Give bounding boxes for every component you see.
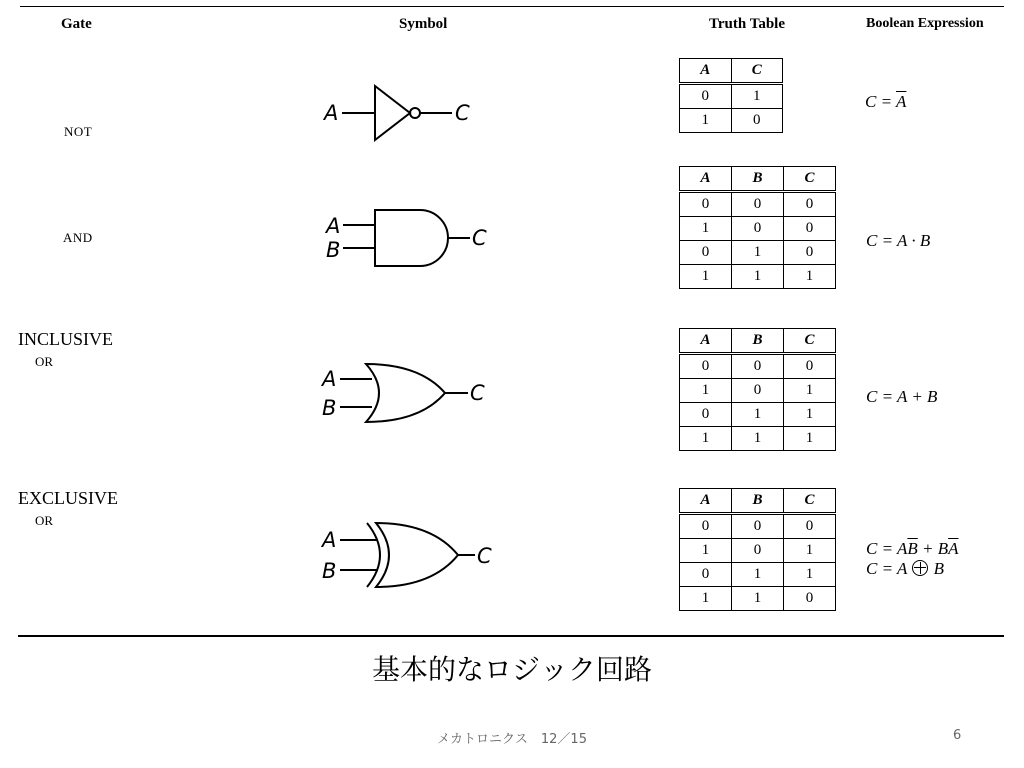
table-cell: 1 bbox=[680, 539, 732, 563]
header-symbol: Symbol bbox=[399, 16, 448, 32]
header-truth-table: Truth Table bbox=[709, 16, 786, 32]
table-header: C bbox=[731, 59, 783, 84]
and-input-label-a: A bbox=[326, 214, 341, 238]
table-header: C bbox=[784, 167, 836, 192]
table-cell: 0 bbox=[732, 192, 784, 217]
table-cell: 1 bbox=[732, 563, 784, 587]
table-cell: 1 bbox=[784, 427, 836, 451]
and-output-label-c: C bbox=[472, 226, 487, 250]
table-cell: 1 bbox=[784, 265, 836, 289]
bottom-rule bbox=[18, 635, 1004, 637]
table-cell: 1 bbox=[732, 241, 784, 265]
header-boolean-expression: Boolean Expression bbox=[866, 16, 984, 31]
gate-name-and: AND bbox=[63, 230, 93, 245]
table-header: A bbox=[680, 329, 732, 354]
xor-gate-symbol bbox=[320, 517, 500, 597]
or-input-label-b: B bbox=[322, 396, 337, 420]
or-input-label-a: A bbox=[322, 367, 337, 391]
not-gate-symbol bbox=[320, 80, 490, 150]
table-cell: 0 bbox=[732, 539, 784, 563]
not-output-label-c: C bbox=[455, 101, 470, 125]
table-cell: 0 bbox=[680, 84, 732, 109]
table-cell: 0 bbox=[784, 217, 836, 241]
table-cell: 1 bbox=[731, 84, 783, 109]
or-truth-table bbox=[679, 328, 836, 451]
table-header: B bbox=[732, 489, 784, 514]
and-truth-table bbox=[679, 166, 836, 289]
table-cell: 0 bbox=[732, 354, 784, 379]
gate-name-inclusive: INCLUSIVE bbox=[18, 329, 113, 349]
table-cell: 0 bbox=[732, 514, 784, 539]
table-cell: 0 bbox=[680, 403, 732, 427]
table-cell: 0 bbox=[784, 354, 836, 379]
or-gate-symbol bbox=[320, 358, 500, 438]
and-gate-symbol bbox=[320, 200, 500, 280]
table-cell: 0 bbox=[680, 514, 732, 539]
not-input-label-a: A bbox=[324, 101, 339, 125]
or-output-label-c: C bbox=[470, 381, 485, 405]
table-header: C bbox=[784, 489, 836, 514]
table-cell: 1 bbox=[732, 427, 784, 451]
table-cell: 1 bbox=[784, 403, 836, 427]
table-header: B bbox=[732, 329, 784, 354]
slide-caption: 基本的なロジック回路 bbox=[371, 653, 652, 686]
or-expression: C = A + B bbox=[866, 387, 938, 406]
xor-input-label-b: B bbox=[322, 559, 337, 583]
table-cell: 0 bbox=[731, 109, 783, 133]
table-cell: 0 bbox=[784, 192, 836, 217]
oplus-symbol bbox=[912, 560, 928, 576]
and-input-label-b: B bbox=[326, 238, 341, 262]
gate-name-inclusive-or: OR bbox=[35, 354, 54, 369]
table-header: A bbox=[680, 489, 732, 514]
xor-output-label-c: C bbox=[477, 544, 492, 568]
table-cell: 0 bbox=[680, 241, 732, 265]
gate-name-not: NOT bbox=[64, 124, 93, 139]
table-cell: 1 bbox=[680, 587, 732, 611]
table-cell: 0 bbox=[732, 217, 784, 241]
table-cell: 0 bbox=[732, 379, 784, 403]
header-gate: Gate bbox=[61, 16, 92, 32]
table-header: A bbox=[680, 59, 732, 84]
xor-expression-sum: $C = A\overline{B} + B\overline{A}$ bbox=[866, 539, 959, 558]
table-cell: 0 bbox=[784, 514, 836, 539]
footer-page-number: 6 bbox=[953, 728, 962, 743]
table-cell: 0 bbox=[784, 241, 836, 265]
not-truth-table bbox=[679, 58, 783, 133]
and-expression: C = A · B bbox=[866, 231, 931, 250]
table-cell: 1 bbox=[732, 587, 784, 611]
table-cell: 1 bbox=[784, 539, 836, 563]
table-header: B bbox=[732, 167, 784, 192]
table-cell: 0 bbox=[680, 354, 732, 379]
table-cell: 1 bbox=[680, 427, 732, 451]
not-expression: $C = \overline{A}$ bbox=[865, 92, 907, 111]
gate-name-exclusive-or: OR bbox=[35, 513, 54, 528]
table-cell: 1 bbox=[680, 379, 732, 403]
table-cell: 0 bbox=[680, 192, 732, 217]
table-cell: 1 bbox=[732, 403, 784, 427]
footer-course: メカトロニクス 12／15 bbox=[437, 732, 587, 747]
table-cell: 1 bbox=[680, 109, 732, 133]
table-cell: 0 bbox=[680, 563, 732, 587]
table-cell: 0 bbox=[784, 587, 836, 611]
top-rule bbox=[20, 6, 1004, 7]
table-cell: 1 bbox=[680, 265, 732, 289]
table-cell: 1 bbox=[732, 265, 784, 289]
xor-expression-oplus: C = A B bbox=[866, 559, 944, 578]
table-header: A bbox=[680, 167, 732, 192]
table-cell: 1 bbox=[784, 563, 836, 587]
xor-input-label-a: A bbox=[322, 528, 337, 552]
table-cell: 1 bbox=[680, 217, 732, 241]
xor-truth-table bbox=[679, 488, 836, 611]
gate-name-exclusive: EXCLUSIVE bbox=[18, 488, 118, 508]
table-header: C bbox=[784, 329, 836, 354]
table-cell: 1 bbox=[784, 379, 836, 403]
